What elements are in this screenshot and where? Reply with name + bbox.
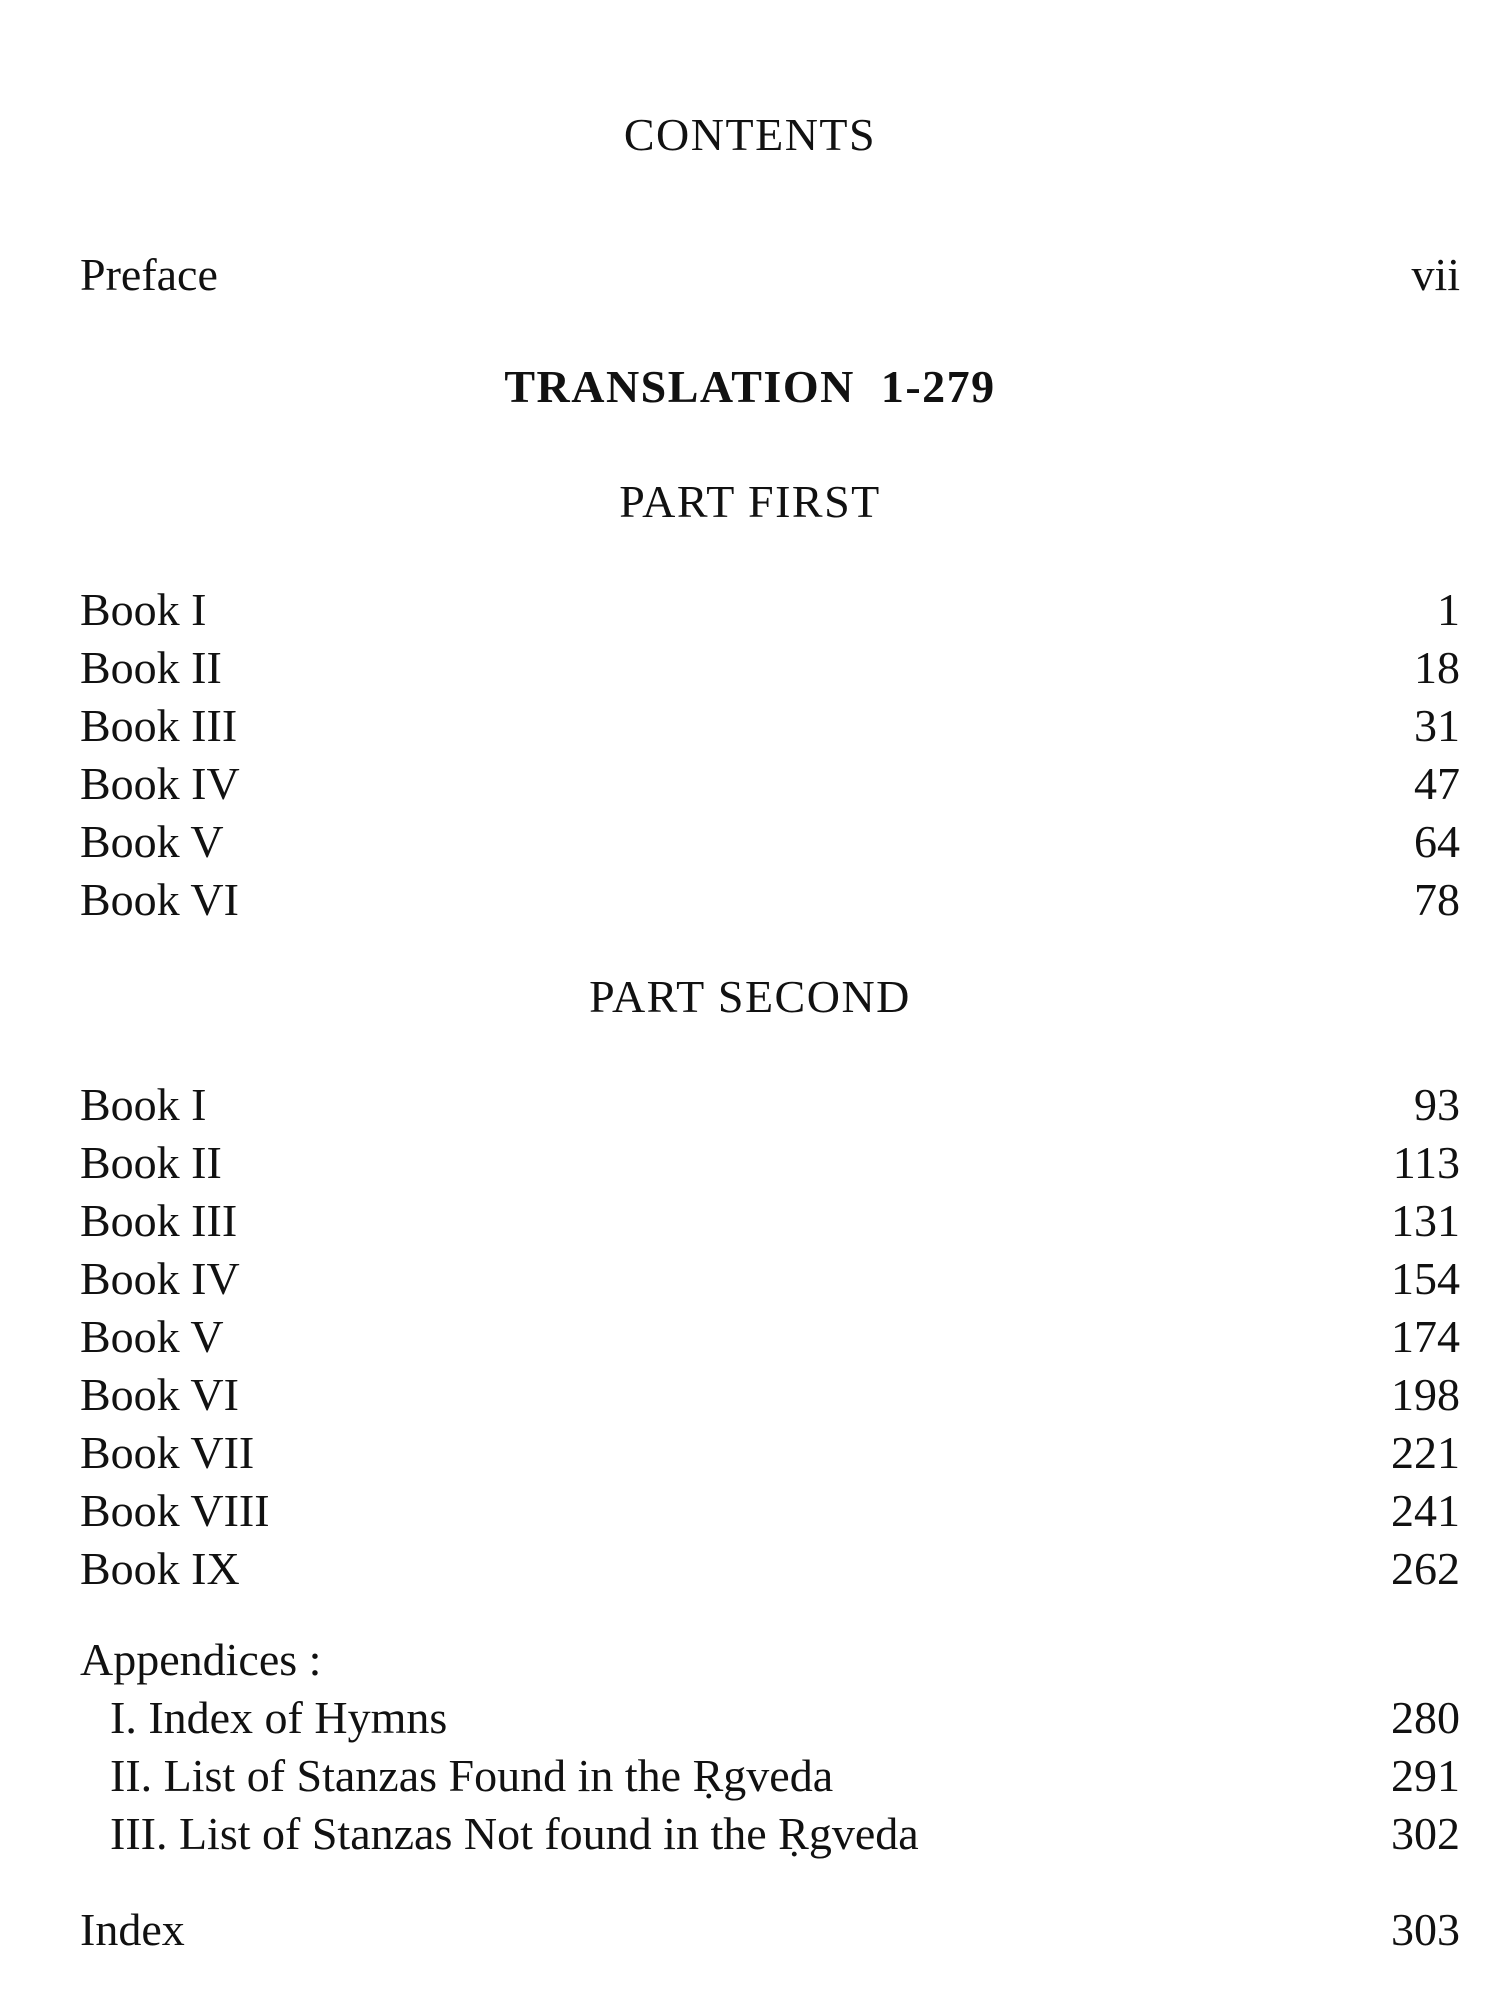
translation-label: TRANSLATION bbox=[504, 361, 855, 412]
index-page: 303 bbox=[1391, 1904, 1460, 1955]
appendices-heading-row bbox=[80, 1630, 1460, 1690]
book-page: 64 bbox=[1414, 816, 1460, 867]
book-page: 78 bbox=[1414, 874, 1460, 925]
part2-book-row bbox=[80, 1423, 1460, 1483]
book-label: Book IX bbox=[80, 1543, 240, 1594]
appendix-label: III. List of Stanzas Not found in the Ṛgveda bbox=[110, 1808, 919, 1859]
book-page: 1 bbox=[1437, 584, 1460, 635]
book-page: 31 bbox=[1414, 700, 1460, 751]
book-page: 18 bbox=[1414, 642, 1460, 693]
part2-book-row bbox=[80, 1539, 1460, 1599]
part2-book-row bbox=[80, 1481, 1460, 1541]
preface-page: vii bbox=[1411, 249, 1460, 300]
preface-label: Preface bbox=[80, 249, 218, 300]
book-page: 241 bbox=[1391, 1485, 1460, 1536]
book-label: Book V bbox=[80, 1311, 224, 1362]
part1-book-row bbox=[80, 696, 1460, 756]
part2-book-row bbox=[80, 1191, 1460, 1251]
book-page: 113 bbox=[1392, 1137, 1460, 1188]
book-page: 262 bbox=[1391, 1543, 1460, 1594]
book-page: 93 bbox=[1414, 1079, 1460, 1130]
book-label: Book VI bbox=[80, 1369, 239, 1420]
translation-range: 1-279 bbox=[880, 361, 996, 412]
book-label: Book V bbox=[80, 816, 224, 867]
appendix-label: I. Index of Hymns bbox=[110, 1692, 448, 1743]
appendix-row bbox=[80, 1688, 1460, 1748]
index-label: Index bbox=[80, 1904, 185, 1955]
part1-book-row bbox=[80, 870, 1460, 930]
book-label: Book IV bbox=[80, 758, 240, 809]
part1-book-row bbox=[80, 812, 1460, 872]
book-page: 154 bbox=[1391, 1253, 1460, 1304]
part-first-heading: PART FIRST bbox=[619, 476, 881, 527]
part1-book-row bbox=[80, 580, 1460, 640]
book-label: Book II bbox=[80, 642, 222, 693]
book-label: Book VIII bbox=[80, 1485, 270, 1536]
appendix-label: II. List of Stanzas Found in the Ṛgveda bbox=[110, 1750, 834, 1801]
translation-heading bbox=[0, 360, 1500, 413]
part-second-heading: PART SECOND bbox=[589, 971, 911, 1022]
appendix-page: 291 bbox=[1391, 1750, 1460, 1801]
appendix-row bbox=[80, 1746, 1460, 1806]
book-label: Book IV bbox=[80, 1253, 240, 1304]
part2-book-row bbox=[80, 1075, 1460, 1135]
book-page: 221 bbox=[1391, 1427, 1460, 1478]
appendix-page: 280 bbox=[1391, 1692, 1460, 1743]
book-page: 131 bbox=[1391, 1195, 1460, 1246]
index-row bbox=[80, 1900, 1460, 1960]
book-label: Book VI bbox=[80, 874, 239, 925]
part2-book-row bbox=[80, 1307, 1460, 1367]
book-label: Book II bbox=[80, 1137, 222, 1188]
book-label: Book I bbox=[80, 1079, 207, 1130]
part1-book-row bbox=[80, 754, 1460, 814]
appendices-heading: Appendices : bbox=[80, 1634, 322, 1685]
book-page: 47 bbox=[1414, 758, 1460, 809]
page-title: CONTENTS bbox=[623, 109, 877, 160]
book-page: 198 bbox=[1391, 1369, 1460, 1420]
book-label: Book III bbox=[80, 1195, 238, 1246]
part2-book-row bbox=[80, 1133, 1460, 1193]
book-label: Book I bbox=[80, 584, 207, 635]
book-page: 174 bbox=[1391, 1311, 1460, 1362]
preface-row bbox=[80, 245, 1460, 305]
part2-book-row bbox=[80, 1249, 1460, 1309]
appendix-page: 302 bbox=[1391, 1808, 1460, 1859]
appendix-row bbox=[80, 1804, 1460, 1864]
book-label: Book III bbox=[80, 700, 238, 751]
book-label: Book VII bbox=[80, 1427, 255, 1478]
part2-book-row bbox=[80, 1365, 1460, 1425]
part1-book-row bbox=[80, 638, 1460, 698]
